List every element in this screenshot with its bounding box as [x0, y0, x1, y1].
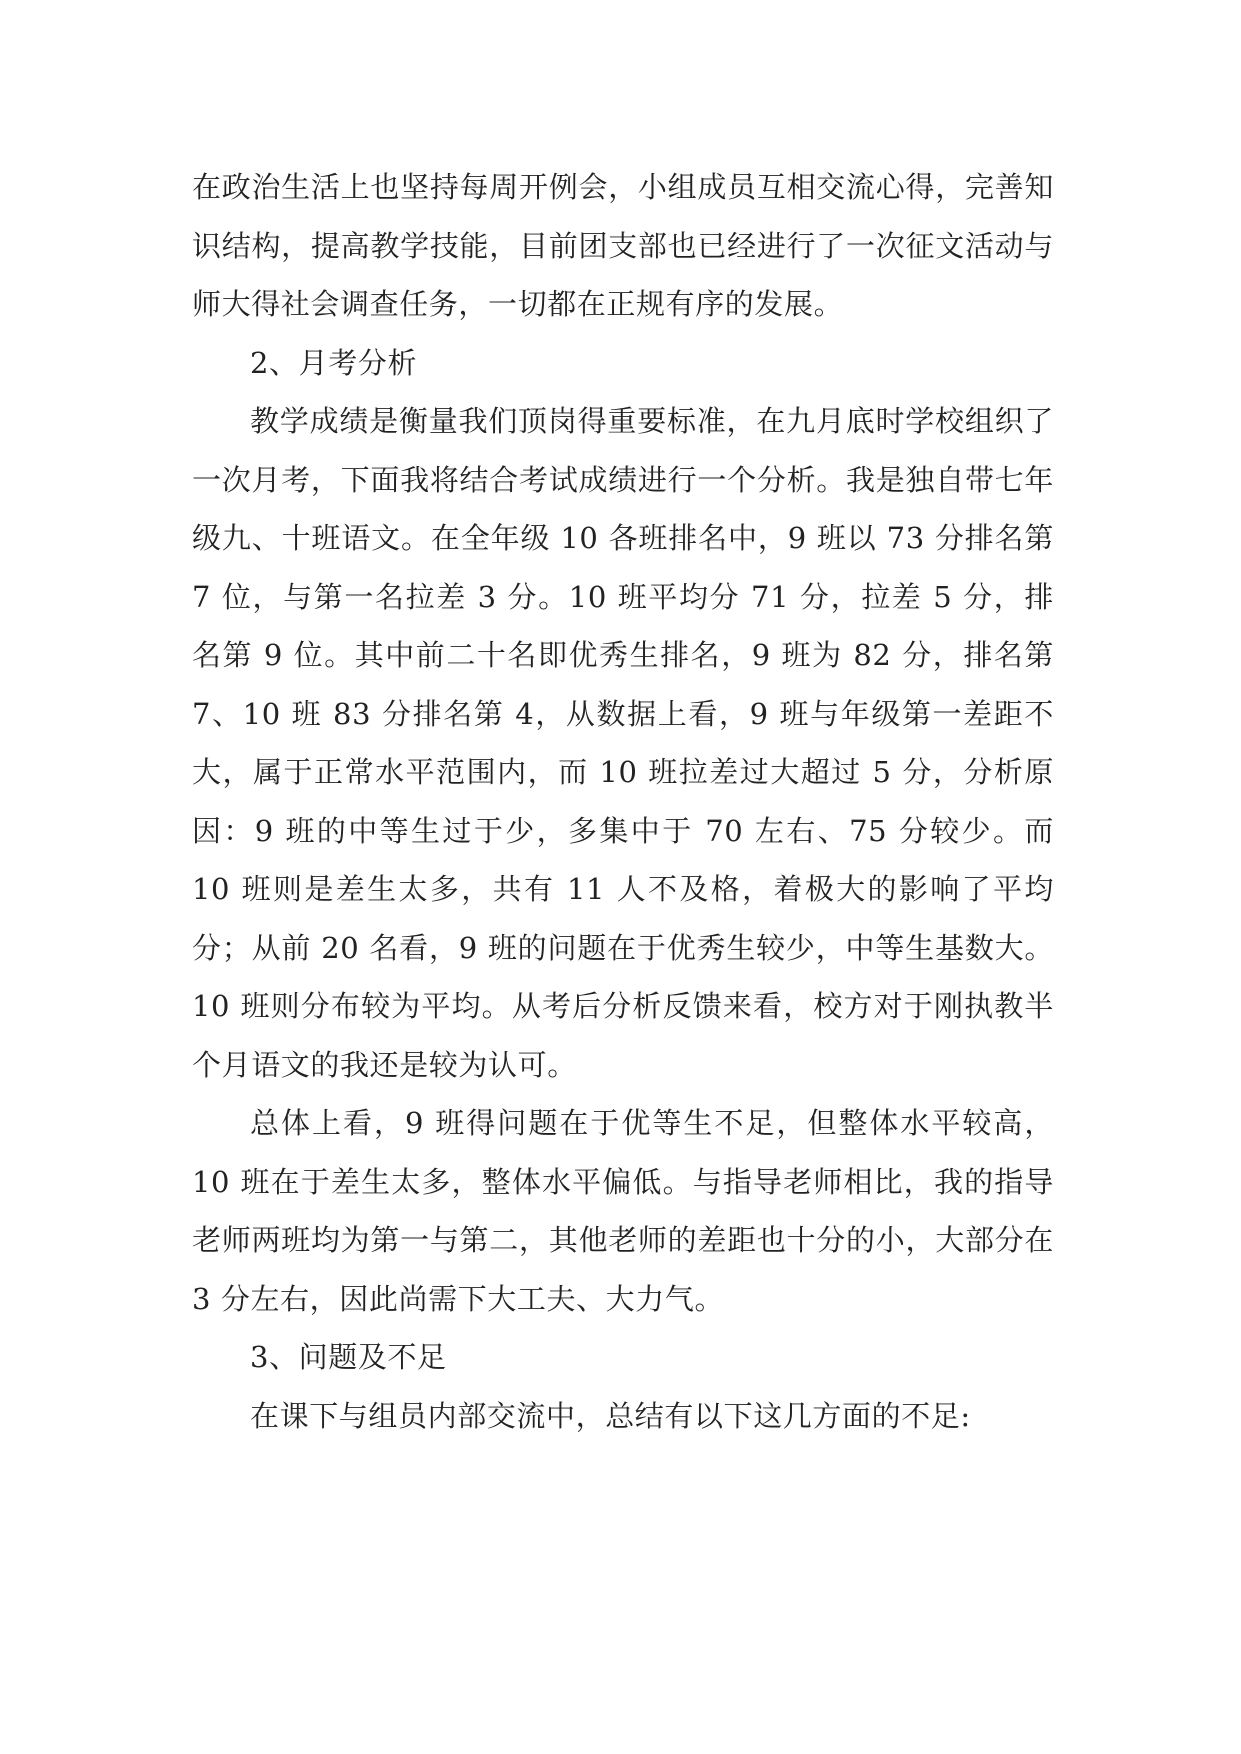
section-heading-monthly-exam-analysis: 2、月考分析 [250, 345, 418, 380]
section-heading-problems-and-shortcomings: 3、问题及不足 [250, 1340, 447, 1374]
paragraph-shortcomings-intro: 在课下与组员内部交流中，总结有以下这几方面的不足: [250, 1398, 971, 1433]
paragraph-exam-results: 教学成绩是衡量我们顶岗得重要标准，在九月底时学校组织了一次月考，下面我将结合考试成绩进行一个分析。我是独自带七年级九、十班语文。在全年级 10 各班排名中，9 班以 73 分排名第 7 位，与第一名拉差 3 分。10 班平均分 71 分，拉差 5 分，排名第 9 位。其中前二十名即优秀生排名，9 班为 82 分，排名第 7、10 班 83 分排名第 4，从数据上看，9 班与年级第一差距不大，属于正常水平范围内，而 10 班拉差过大超过 5 分，分析原因：9 班的中等生过于少，多集中于 70 左右、75 分较少。而 10 班则是差生太多，共有 11 人不及格，着极大的影响了平均分；从前 20 名看，9 班的问题在于优秀生较少，中等生基数大。10 班则分布较为平均。从考后分析反馈来看，校方对于刚执教半个月语文的我还是较为认可。 [192, 404, 1054, 1082]
paragraph-overall-summary: 总体上看，9 班得问题在于优等生不足，但整体水平较高，10 班在于差生太多，整体水平偏低。与指导老师相比，我的指导老师两班均为第一与第二，其他老师的差距也十分的小，大部分在 3 分左右，因此尚需下大工夫、大力气。 [192, 1106, 1054, 1316]
paragraph-political-life: 在政治生活上也坚持每周开例会，小组成员互相交流心得，完善知识结构，提高教学技能，目前团支部也已经进行了一次征文活动与师大得社会调查任务，一切都在正规有序的发展。 [192, 170, 1054, 321]
document-page [192, 158, 1054, 1445]
